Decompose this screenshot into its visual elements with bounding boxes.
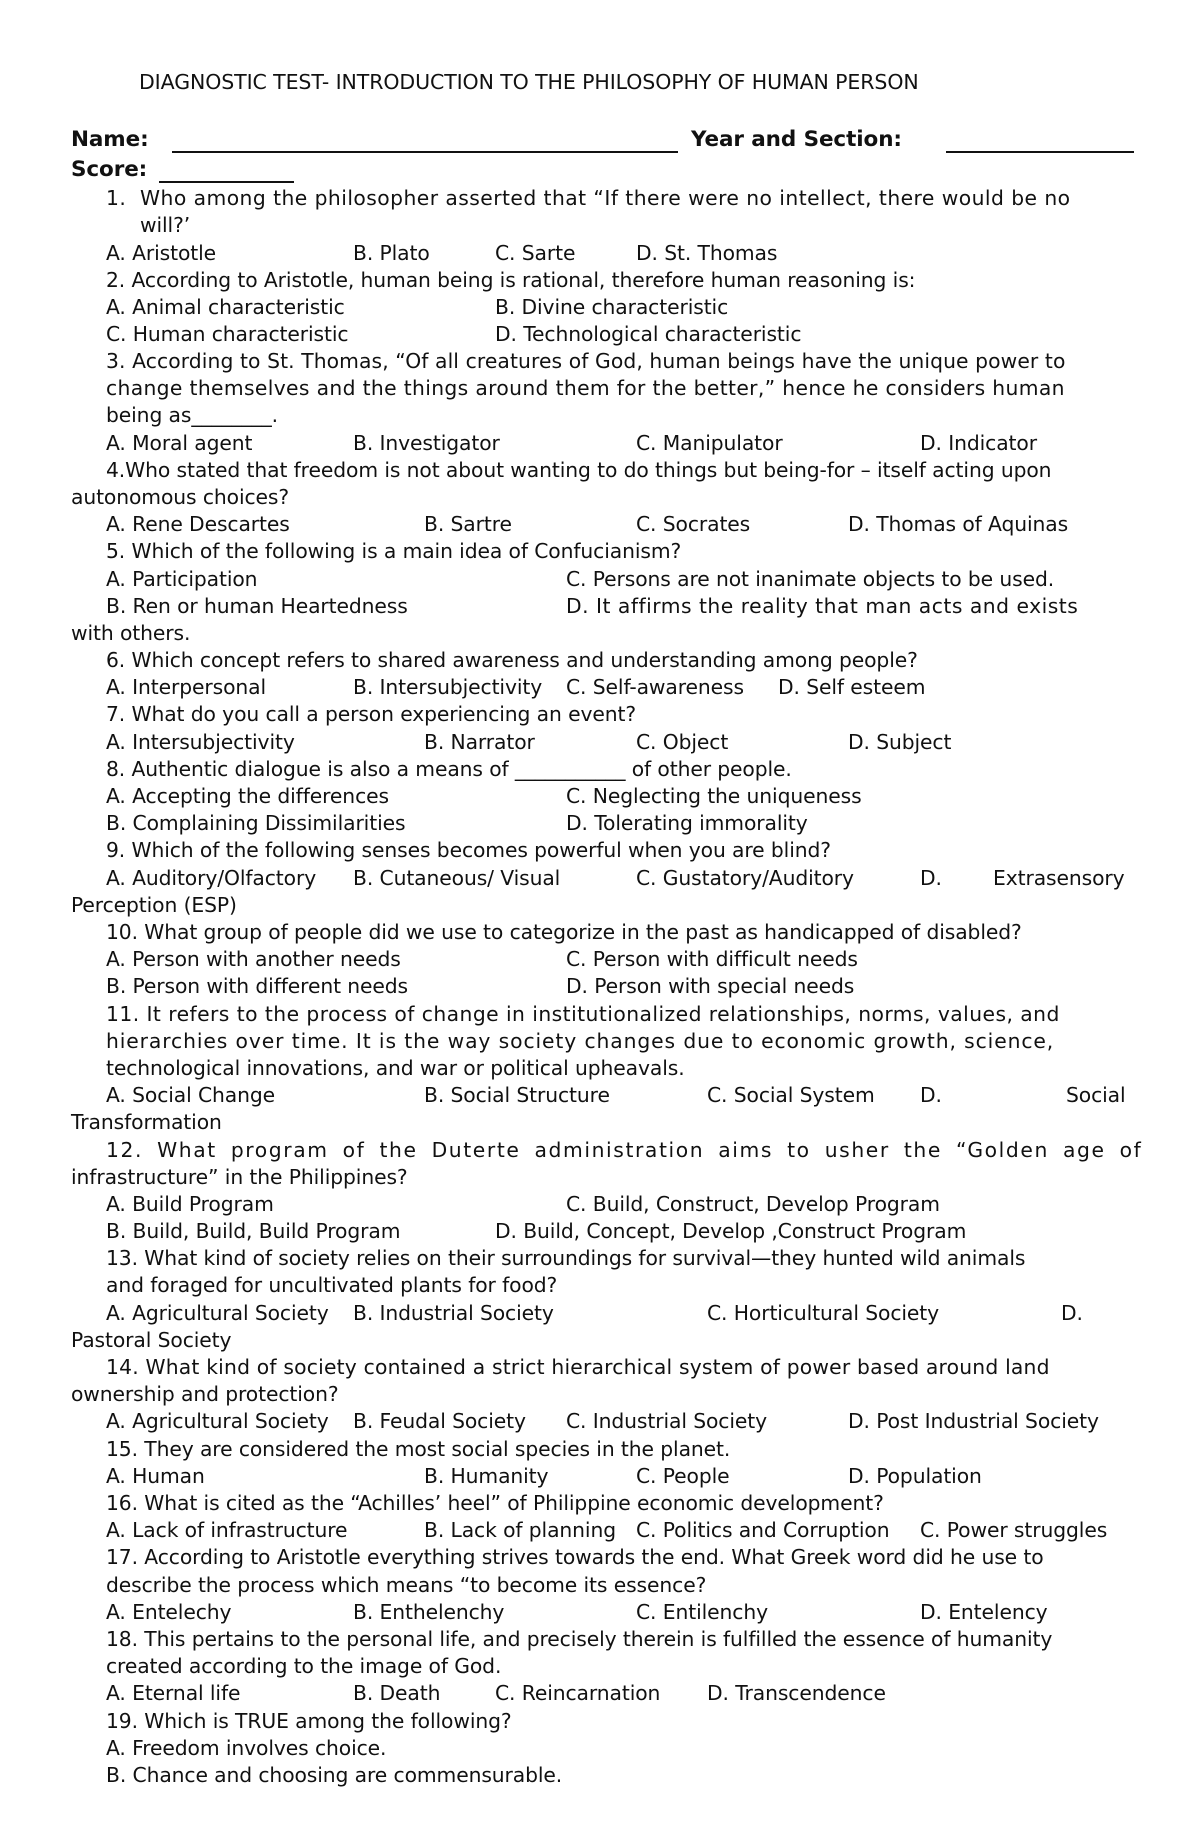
choice[interactable]: C. Build, Construct, Develop Program: [566, 1192, 940, 1216]
choice-continuation: Transformation: [71, 1110, 222, 1134]
choice[interactable]: A. Freedom involves choice.: [106, 1736, 387, 1760]
choice[interactable]: A. Human: [106, 1464, 205, 1488]
choice[interactable]: C. Manipulator: [636, 431, 783, 455]
choice[interactable]: B. Narrator: [424, 730, 535, 754]
choice[interactable]: Extrasensory: [993, 866, 1125, 890]
choice[interactable]: C. Persons are not inanimate objects to be used.: [566, 567, 1055, 591]
question-text: infrastructure” in the Philippines?: [71, 1165, 408, 1189]
question-text: 14. What kind of society contained a strict hierarchical system of power based around land: [106, 1355, 1050, 1379]
choice[interactable]: B. Social Structure: [424, 1083, 610, 1107]
question-text: 11. It refers to the process of change in institutionalized relationships, norms, values, and: [106, 1002, 1060, 1026]
choice[interactable]: D. Technological characteristic: [495, 322, 802, 346]
choice[interactable]: C. Politics and Corruption: [636, 1518, 890, 1542]
question-text: describe the process which means “to become its essence?: [106, 1573, 707, 1597]
choice[interactable]: D. Post Industrial Society: [848, 1409, 1099, 1433]
choice[interactable]: D.: [1061, 1301, 1083, 1325]
question-text: created according to the image of God.: [106, 1654, 502, 1678]
choice[interactable]: C. Self-awareness: [566, 675, 744, 699]
choice[interactable]: C. Entilenchy: [636, 1600, 768, 1624]
choice[interactable]: B. Lack of planning: [424, 1518, 616, 1542]
choice[interactable]: C. Neglecting the uniqueness: [566, 784, 862, 808]
choice[interactable]: D. Tolerating immorality: [566, 811, 808, 835]
choice[interactable]: B. Feudal Society: [353, 1409, 526, 1433]
choice[interactable]: A. Rene Descartes: [106, 512, 290, 536]
choice[interactable]: A. Auditory/Olfactory: [106, 866, 317, 890]
choice[interactable]: D. Transcendence: [707, 1681, 886, 1705]
choice[interactable]: D. Self esteem: [778, 675, 926, 699]
question-text: 10. What group of people did we use to categorize in the past as handicapped of disabled?: [106, 920, 1022, 944]
score-field[interactable]: [159, 180, 294, 183]
choice[interactable]: D.: [920, 866, 942, 890]
question-text: being as________.: [106, 403, 279, 427]
choice-continuation: Pastoral Society: [71, 1328, 232, 1352]
choice[interactable]: A. Lack of infrastructure: [106, 1518, 348, 1542]
year-section-label: Year and Section:: [691, 127, 902, 152]
question-text: 9. Which of the following senses becomes powerful when you are blind?: [106, 838, 831, 862]
choice[interactable]: C. Horticultural Society: [707, 1301, 940, 1325]
question-text: 5. Which of the following is a main idea of Confucianism?: [106, 539, 682, 563]
choice[interactable]: B. Chance and choosing are commensurable.: [106, 1763, 563, 1787]
choice[interactable]: B. Ren or human Heartedness: [106, 594, 408, 618]
choice[interactable]: B. Humanity: [424, 1464, 549, 1488]
question-text: 6. Which concept refers to shared awareness and understanding among people?: [106, 648, 918, 672]
question-text: 18. This pertains to the personal life, and precisely therein is fulfilled the essence of humanity: [106, 1627, 1053, 1651]
choice[interactable]: C. People: [636, 1464, 730, 1488]
choice[interactable]: A. Interpersonal: [106, 675, 266, 699]
question-text: 4.Who stated that freedom is not about wanting to do things but being-for – itself acting upon: [106, 458, 1052, 482]
choice[interactable]: A. Agricultural Society: [106, 1301, 329, 1325]
choice[interactable]: C. Object: [636, 730, 729, 754]
choice[interactable]: B. Intersubjectivity: [353, 675, 543, 699]
choice[interactable]: C. Person with difficult needs: [566, 947, 858, 971]
choice[interactable]: A. Accepting the differences: [106, 784, 389, 808]
year-section-field[interactable]: [946, 150, 1134, 153]
choice[interactable]: D. Subject: [848, 730, 952, 754]
choice[interactable]: D. It affirms the reality that man acts and exists: [566, 594, 1079, 618]
question-text: 16. What is cited as the “Achilles’ heel” of Philippine economic development?: [106, 1491, 884, 1515]
choice[interactable]: C. Social System: [707, 1083, 875, 1107]
question-text: 17. According to Aristotle everything strives towards the end. What Greek word did he use to: [106, 1545, 1044, 1569]
choice[interactable]: A. Build Program: [106, 1192, 274, 1216]
choice[interactable]: A. Person with another needs: [106, 947, 401, 971]
question-text: 2. According to Aristotle, human being is rational, therefore human reasoning is:: [106, 268, 916, 292]
choice[interactable]: D. Thomas of Aquinas: [848, 512, 1069, 536]
question-text: will?’: [140, 213, 191, 237]
choice[interactable]: A. Animal characteristic: [106, 295, 345, 319]
question-text: 19. Which is TRUE among the following?: [106, 1709, 512, 1733]
choice[interactable]: D. Entelency: [920, 1600, 1048, 1624]
choice[interactable]: D. St. Thomas: [636, 241, 778, 265]
choice[interactable]: B. Death: [353, 1681, 441, 1705]
choice[interactable]: C. Gustatory/Auditory: [636, 866, 854, 890]
choice[interactable]: A. Intersubjectivity: [106, 730, 295, 754]
choice[interactable]: A. Moral agent: [106, 431, 253, 455]
choice[interactable]: C. Reincarnation: [495, 1681, 661, 1705]
question-text: 3. According to St. Thomas, “Of all creatures of God, human beings have the unique power to: [106, 349, 1066, 373]
choice[interactable]: B. Cutaneous/ Visual: [353, 866, 561, 890]
choice[interactable]: A. Agricultural Society: [106, 1409, 329, 1433]
question-text: 13. What kind of society relies on their surroundings for survival—they hunted wild animals: [106, 1246, 1026, 1270]
choice[interactable]: D.: [920, 1083, 942, 1107]
score-label: Score:: [71, 157, 148, 182]
choice-continuation: with others.: [71, 621, 191, 645]
choice[interactable]: B. Sartre: [424, 512, 512, 536]
choice[interactable]: B. Divine characteristic: [495, 295, 729, 319]
choice[interactable]: C. Human characteristic: [106, 322, 349, 346]
choice[interactable]: C. Socrates: [636, 512, 751, 536]
choice[interactable]: Social: [1066, 1083, 1126, 1107]
question-text: technological innovations, and war or political upheavals.: [106, 1056, 685, 1080]
question-text: 1. Who among the philosopher asserted that “If there were no intellect, there would be no: [106, 186, 1071, 210]
choice[interactable]: C. Power struggles: [920, 1518, 1108, 1542]
choice[interactable]: D. Person with special needs: [566, 974, 855, 998]
choice[interactable]: B. Build, Build, Build Program: [106, 1219, 401, 1243]
choice[interactable]: D. Build, Concept, Develop ,Construct Program: [495, 1219, 967, 1243]
choice[interactable]: B. Plato: [353, 241, 430, 265]
choice[interactable]: C. Sarte: [495, 241, 576, 265]
name-field[interactable]: [172, 150, 678, 153]
choice[interactable]: A. Social Change: [106, 1083, 276, 1107]
question-text: 8. Authentic dialogue is also a means of ___________ of other people.: [106, 757, 792, 781]
choice[interactable]: D. Indicator: [920, 431, 1037, 455]
choice[interactable]: D. Population: [848, 1464, 982, 1488]
choice[interactable]: B. Complaining Dissimilarities: [106, 811, 406, 835]
question-text: autonomous choices?: [71, 485, 290, 509]
choice[interactable]: B. Enthelenchy: [353, 1600, 505, 1624]
choice-continuation: Perception (ESP): [71, 893, 237, 917]
question-text: ownership and protection?: [71, 1382, 339, 1406]
question-text: change themselves and the things around them for the better,” hence he considers human: [106, 376, 1065, 400]
choice[interactable]: B. Person with different needs: [106, 974, 409, 998]
name-label: Name:: [71, 127, 149, 152]
page-title: DIAGNOSTIC TEST- INTRODUCTION TO THE PHILOSOPHY OF HUMAN PERSON: [139, 70, 919, 94]
question-text: 7. What do you call a person experiencing an event?: [106, 702, 637, 726]
choice[interactable]: B. Industrial Society: [353, 1301, 554, 1325]
choice[interactable]: B. Investigator: [353, 431, 500, 455]
question-text: 15. They are considered the most social species in the planet.: [106, 1437, 731, 1461]
choice[interactable]: A. Eternal life: [106, 1681, 241, 1705]
choice[interactable]: A. Participation: [106, 567, 258, 591]
choice[interactable]: C. Industrial Society: [566, 1409, 768, 1433]
choice[interactable]: A. Aristotle: [106, 241, 217, 265]
question-text: 12. What program of the Duterte administration aims to usher the “Golden age of: [106, 1138, 1143, 1162]
question-text: hierarchies over time. It is the way society changes due to economic growth, science,: [106, 1029, 1055, 1053]
question-text: and foraged for uncultivated plants for food?: [106, 1273, 558, 1297]
choice[interactable]: A. Entelechy: [106, 1600, 232, 1624]
